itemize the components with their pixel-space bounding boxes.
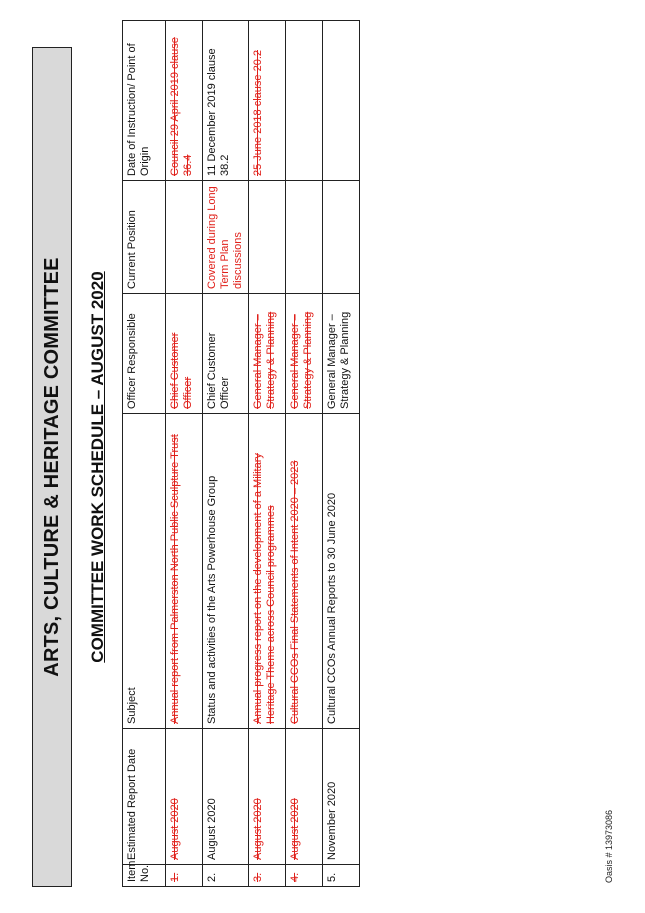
table-row bbox=[286, 21, 323, 887]
row-position bbox=[323, 181, 360, 294]
row-officer: General Manager – Strategy & Planning bbox=[323, 294, 360, 414]
row-item: 3. bbox=[249, 865, 286, 887]
header-officer: Officer Responsible bbox=[123, 294, 166, 414]
row-officer: Chief Customer Officer bbox=[166, 294, 203, 414]
work-schedule-table bbox=[122, 20, 360, 887]
row-position bbox=[166, 181, 203, 294]
row-date: August 2020 bbox=[203, 729, 249, 865]
row-officer: General Manager – Strategy & Planning bbox=[249, 294, 286, 414]
row-subject: Cultural CCOs Annual Reports to 30 June 2020 bbox=[323, 414, 360, 729]
row-subject: Annual progress report on the development of a Military Heritage Theme across Council programmes bbox=[249, 414, 286, 729]
row-subject: Cultural CCOs Final Statements of Intent 2020 – 2023 bbox=[286, 414, 323, 729]
row-item: 1. bbox=[166, 865, 203, 887]
table-row bbox=[323, 21, 360, 887]
row-subject: Annual report from Palmerston North Public Sculpture Trust bbox=[166, 414, 203, 729]
row-date: August 2020 bbox=[286, 729, 323, 865]
committee-title: ARTS, CULTURE & HERITAGE COMMITTEE bbox=[32, 47, 72, 887]
row-officer: Chief Customer Officer bbox=[203, 294, 249, 414]
row-date: August 2020 bbox=[249, 729, 286, 865]
row-item: 5. bbox=[323, 865, 360, 887]
row-position bbox=[249, 181, 286, 294]
row-origin: 25 June 2018 clause 20.2 bbox=[249, 21, 286, 181]
row-officer: General Manager – Strategy & Planning bbox=[286, 294, 323, 414]
row-position: Covered during Long Term Plan discussions bbox=[203, 181, 249, 294]
row-origin: Council 29 April 2019 clause 36.4 bbox=[166, 21, 203, 181]
table-row bbox=[249, 21, 286, 887]
table-header-row bbox=[123, 21, 166, 887]
header-date: Estimated Report Date bbox=[123, 729, 166, 865]
header-item: Item No. bbox=[123, 865, 166, 887]
row-item: 4. bbox=[286, 865, 323, 887]
row-origin bbox=[323, 21, 360, 181]
row-origin: 11 December 2019 clause 38.2 bbox=[203, 21, 249, 181]
row-subject: Status and activities of the Arts Powerhouse Group bbox=[203, 414, 249, 729]
row-date: August 2020 bbox=[166, 729, 203, 865]
row-origin bbox=[286, 21, 323, 181]
schedule-subtitle: COMMITTEE WORK SCHEDULE – AUGUST 2020 bbox=[88, 271, 107, 663]
table-row bbox=[203, 21, 249, 887]
row-date: November 2020 bbox=[323, 729, 360, 865]
header-origin: Date of Instruction/ Point of Origin bbox=[123, 21, 166, 181]
table-row bbox=[166, 21, 203, 887]
row-position bbox=[286, 181, 323, 294]
header-position: Current Position bbox=[123, 181, 166, 294]
header-subject: Subject bbox=[123, 414, 166, 729]
row-item: 2. bbox=[203, 865, 249, 887]
oasis-reference: Oasis # 13973086 bbox=[604, 809, 614, 883]
